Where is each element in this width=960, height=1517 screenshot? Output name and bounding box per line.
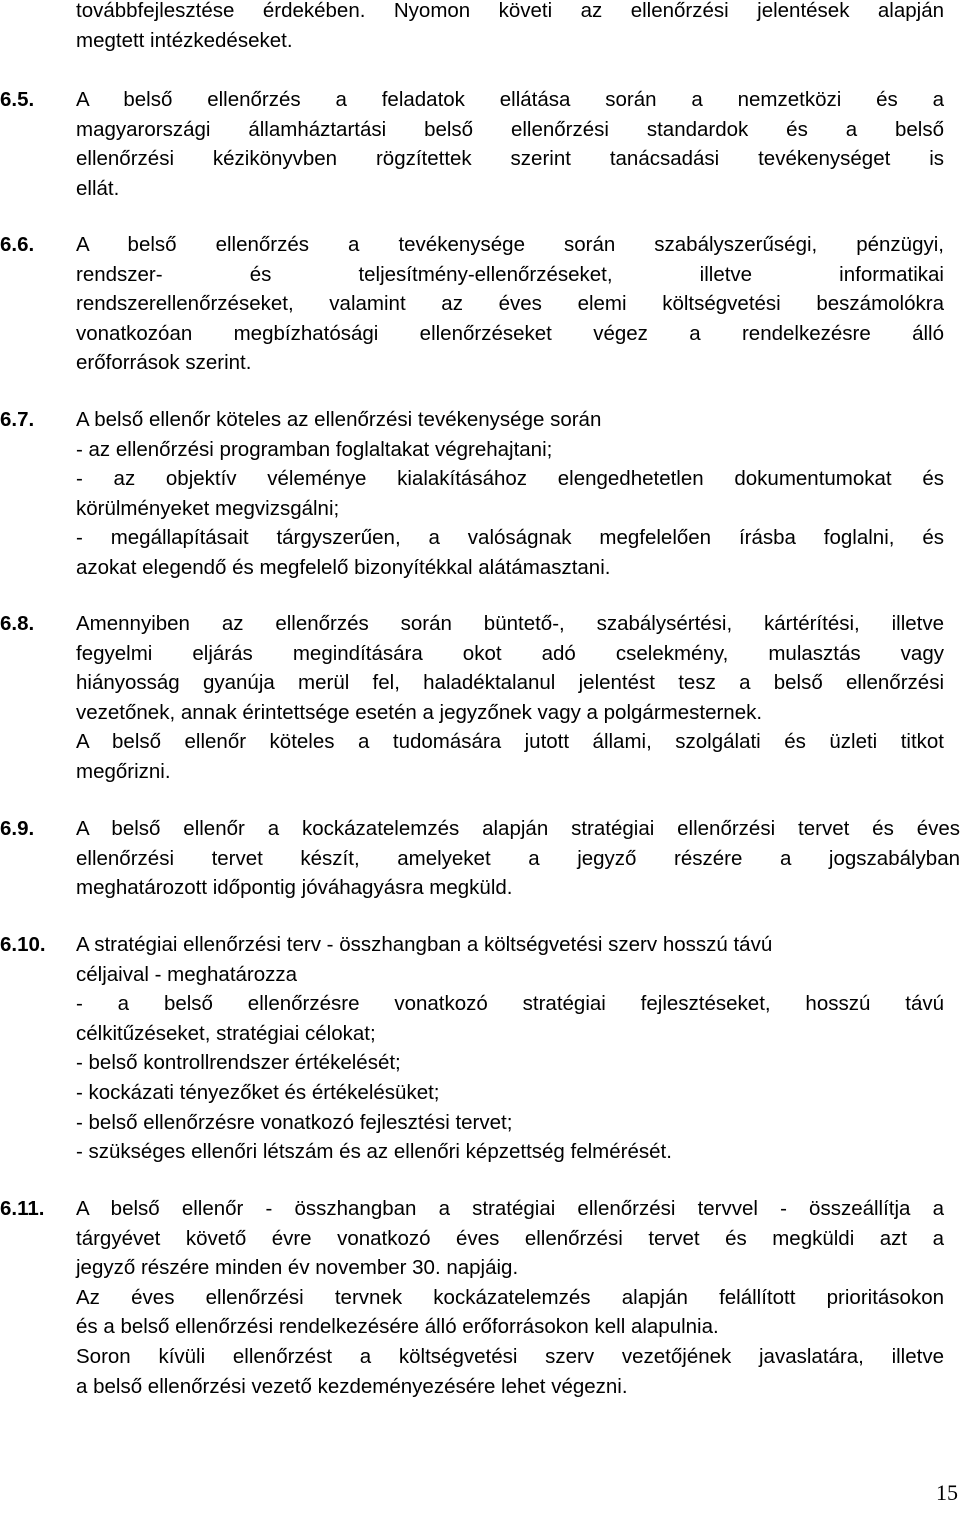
text-line: tárgyévet követő évre vonatkozó éves ellenőrzési tervet és megküldi azt a bbox=[76, 1226, 944, 1250]
text-line: célkitűzéseket, stratégiai célokat; bbox=[76, 1021, 376, 1045]
section-number: 6.5. bbox=[0, 88, 35, 111]
text-line: megőrizni. bbox=[76, 759, 171, 783]
section-number: 6.11. bbox=[0, 1197, 45, 1220]
text-line: A belső ellenőr köteles az ellenőrzési tevékenysége során bbox=[76, 408, 602, 431]
text-line: - belső ellenőrzésre vonatkozó fejlesztési tervet; bbox=[76, 1110, 513, 1134]
paragraph-body bbox=[76, 230, 944, 378]
paragraph-body bbox=[76, 930, 944, 1167]
text-line: A belső ellenőr - összhangban a stratégiai ellenőrzési tervvel - összeállítja a bbox=[76, 1197, 944, 1220]
text-line: Az éves ellenőrzési tervnek kockázatelemzés alapján felállított prioritásokon bbox=[76, 1285, 944, 1309]
paragraph-body bbox=[76, 1194, 944, 1401]
section-number: 6.7. bbox=[0, 408, 35, 431]
text-line: A stratégiai ellenőrzési terv - összhangban a költségvetési szerv hosszú távú bbox=[76, 933, 773, 956]
text-line: és a belső ellenőrzési rendelkezésére álló erőforrásokon kell alapulnia. bbox=[76, 1315, 719, 1339]
text-line: ellenőrzési tervet készít, amelyeket a jegyző részére a jogszabályban bbox=[76, 846, 960, 870]
text-line: - szükséges ellenőri létszám és az ellenőri képzettség felmérését. bbox=[76, 1140, 672, 1164]
text-line: céljaival - meghatározza bbox=[76, 962, 298, 986]
text-line: A belső ellenőrzés a feladatok ellátása során a nemzetközi és a bbox=[76, 88, 944, 111]
text-line: továbbfejlesztése érdekében. Nyomon követi az ellenőrzési jelentések alapján bbox=[76, 0, 944, 22]
text-line: rendszer- és teljesítmény-ellenőrzéseket, illetve informatikai bbox=[76, 262, 944, 286]
text-line: rendszerellenőrzéseket, valamint az éves elemi költségvetési beszámolókra bbox=[76, 292, 944, 316]
text-line: ellát. bbox=[76, 176, 120, 200]
text-line: erőforrások szerint. bbox=[76, 351, 252, 375]
text-line: A belső ellenőr köteles a tudomására jutott állami, szolgálati és üzleti titkot bbox=[76, 730, 944, 754]
text-line: - a belső ellenőrzésre vonatkozó stratégiai fejlesztéseket, hosszú távú bbox=[76, 992, 944, 1016]
text-line: a belső ellenőrzési vezető kezdeményezésére lehet végezni. bbox=[76, 1374, 628, 1398]
text-line: Amennyiben az ellenőrzés során büntető-, szabálysértési, kártérítési, illetve bbox=[76, 612, 944, 635]
text-line: ellenőrzési kézikönyvben rögzítettek szerint tanácsadási tevékenységet is bbox=[76, 147, 944, 171]
section-number: 6.10. bbox=[0, 933, 46, 956]
text-line: magyarországi államháztartási belső ellenőrzési standardok és a belső bbox=[76, 117, 944, 141]
paragraph-body bbox=[76, 0, 944, 55]
paragraph-body bbox=[76, 814, 960, 903]
text-line: hiányosság gyanúja merül fel, haladéktalanul jelentést tesz a belső ellenőrzési bbox=[76, 671, 944, 695]
text-line: meghatározott időpontig jóváhagyásra megküld. bbox=[76, 876, 513, 900]
paragraph-body bbox=[76, 405, 944, 583]
text-line: megtett intézkedéseket. bbox=[76, 28, 293, 52]
text-line: - belső kontrollrendszer értékelését; bbox=[76, 1051, 401, 1075]
text-line: - az objektív véleménye kialakításához elengedhetetlen dokumentumokat és bbox=[76, 467, 944, 491]
text-line: vonatkozóan megbízhatósági ellenőrzéseket végez a rendelkezésre álló bbox=[76, 321, 944, 345]
text-line: fegyelmi eljárás megindítására okot adó cselekmény, mulasztás vagy bbox=[76, 641, 944, 665]
section-number: 6.9. bbox=[0, 817, 35, 840]
section-number: 6.6. bbox=[0, 233, 35, 256]
text-line: - kockázati tényezőket és értékelésüket; bbox=[76, 1080, 440, 1104]
paragraph-body bbox=[76, 85, 944, 203]
section-number: 6.8. bbox=[0, 612, 35, 635]
text-line: Soron kívüli ellenőrzést a költségvetési szerv vezetőjének javaslatára, illetve bbox=[76, 1344, 944, 1368]
text-line: - megállapításait tárgyszerűen, a valóságnak megfelelően írásba foglalni, és bbox=[76, 526, 944, 550]
paragraph-body bbox=[76, 609, 944, 787]
text-line: A belső ellenőr a kockázatelemzés alapján stratégiai ellenőrzési tervet és éves bbox=[76, 817, 960, 840]
text-line: jegyző részére minden év november 30. napjáig. bbox=[76, 1256, 519, 1280]
text-line: A belső ellenőrzés a tevékenysége során szabályszerűségi, pénzügyi, bbox=[76, 233, 944, 256]
text-line: - az ellenőrzési programban foglaltakat végrehajtani; bbox=[76, 437, 553, 461]
page-number: 15 bbox=[936, 1480, 958, 1505]
text-line: azokat elegendő és megfelelő bizonyítékkal alátámasztani. bbox=[76, 555, 611, 579]
text-line: vezetőnek, annak érintettsége esetén a jegyzőnek vagy a polgármesternek. bbox=[76, 700, 763, 724]
text-line: körülményeket megvizsgálni; bbox=[76, 496, 340, 520]
